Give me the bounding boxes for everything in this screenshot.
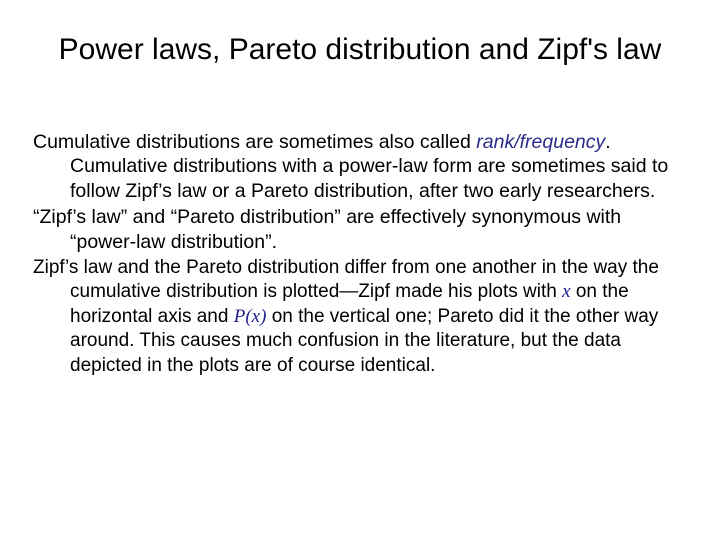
slide-title: Power laws, Pareto distribution and Zipf's law — [58, 33, 662, 66]
paragraph-1-text-end: . Cumulative distributions with a power-law form are sometimes said to follow Zipf’s law or a Pareto distribution, after two early researchers. — [70, 131, 669, 202]
paragraph-3-text-middle: on the horizontal axis and — [70, 281, 629, 327]
paragraph-cumulative-distributions — [33, 130, 683, 203]
math-x: x — [562, 281, 571, 303]
math-p-of-x: P(x) — [233, 305, 267, 327]
term-rank-frequency: rank/frequency — [476, 131, 606, 153]
paragraph-3-text-end: on the vertical one; Pareto did it the other way around. This causes much confusion in the literature, but the data depicted in the plots are of course identical. — [70, 305, 659, 376]
paragraph-zipf-vs-pareto — [33, 256, 683, 378]
paragraph-1-text-start: Cumulative distributions are sometimes also called — [33, 131, 477, 153]
slide-body — [33, 130, 683, 380]
paragraph-3-text-start: Zipf’s law and the Pareto distribution differ from one another in the way the cumulative distribution is plotted—Zipf made his plots with — [33, 257, 659, 303]
paragraph-2-text: “Zipf’s law” and “Pareto distribution” are effectively synonymous with “power-law distribution”. — [33, 206, 622, 253]
paragraph-synonymous — [33, 205, 683, 254]
